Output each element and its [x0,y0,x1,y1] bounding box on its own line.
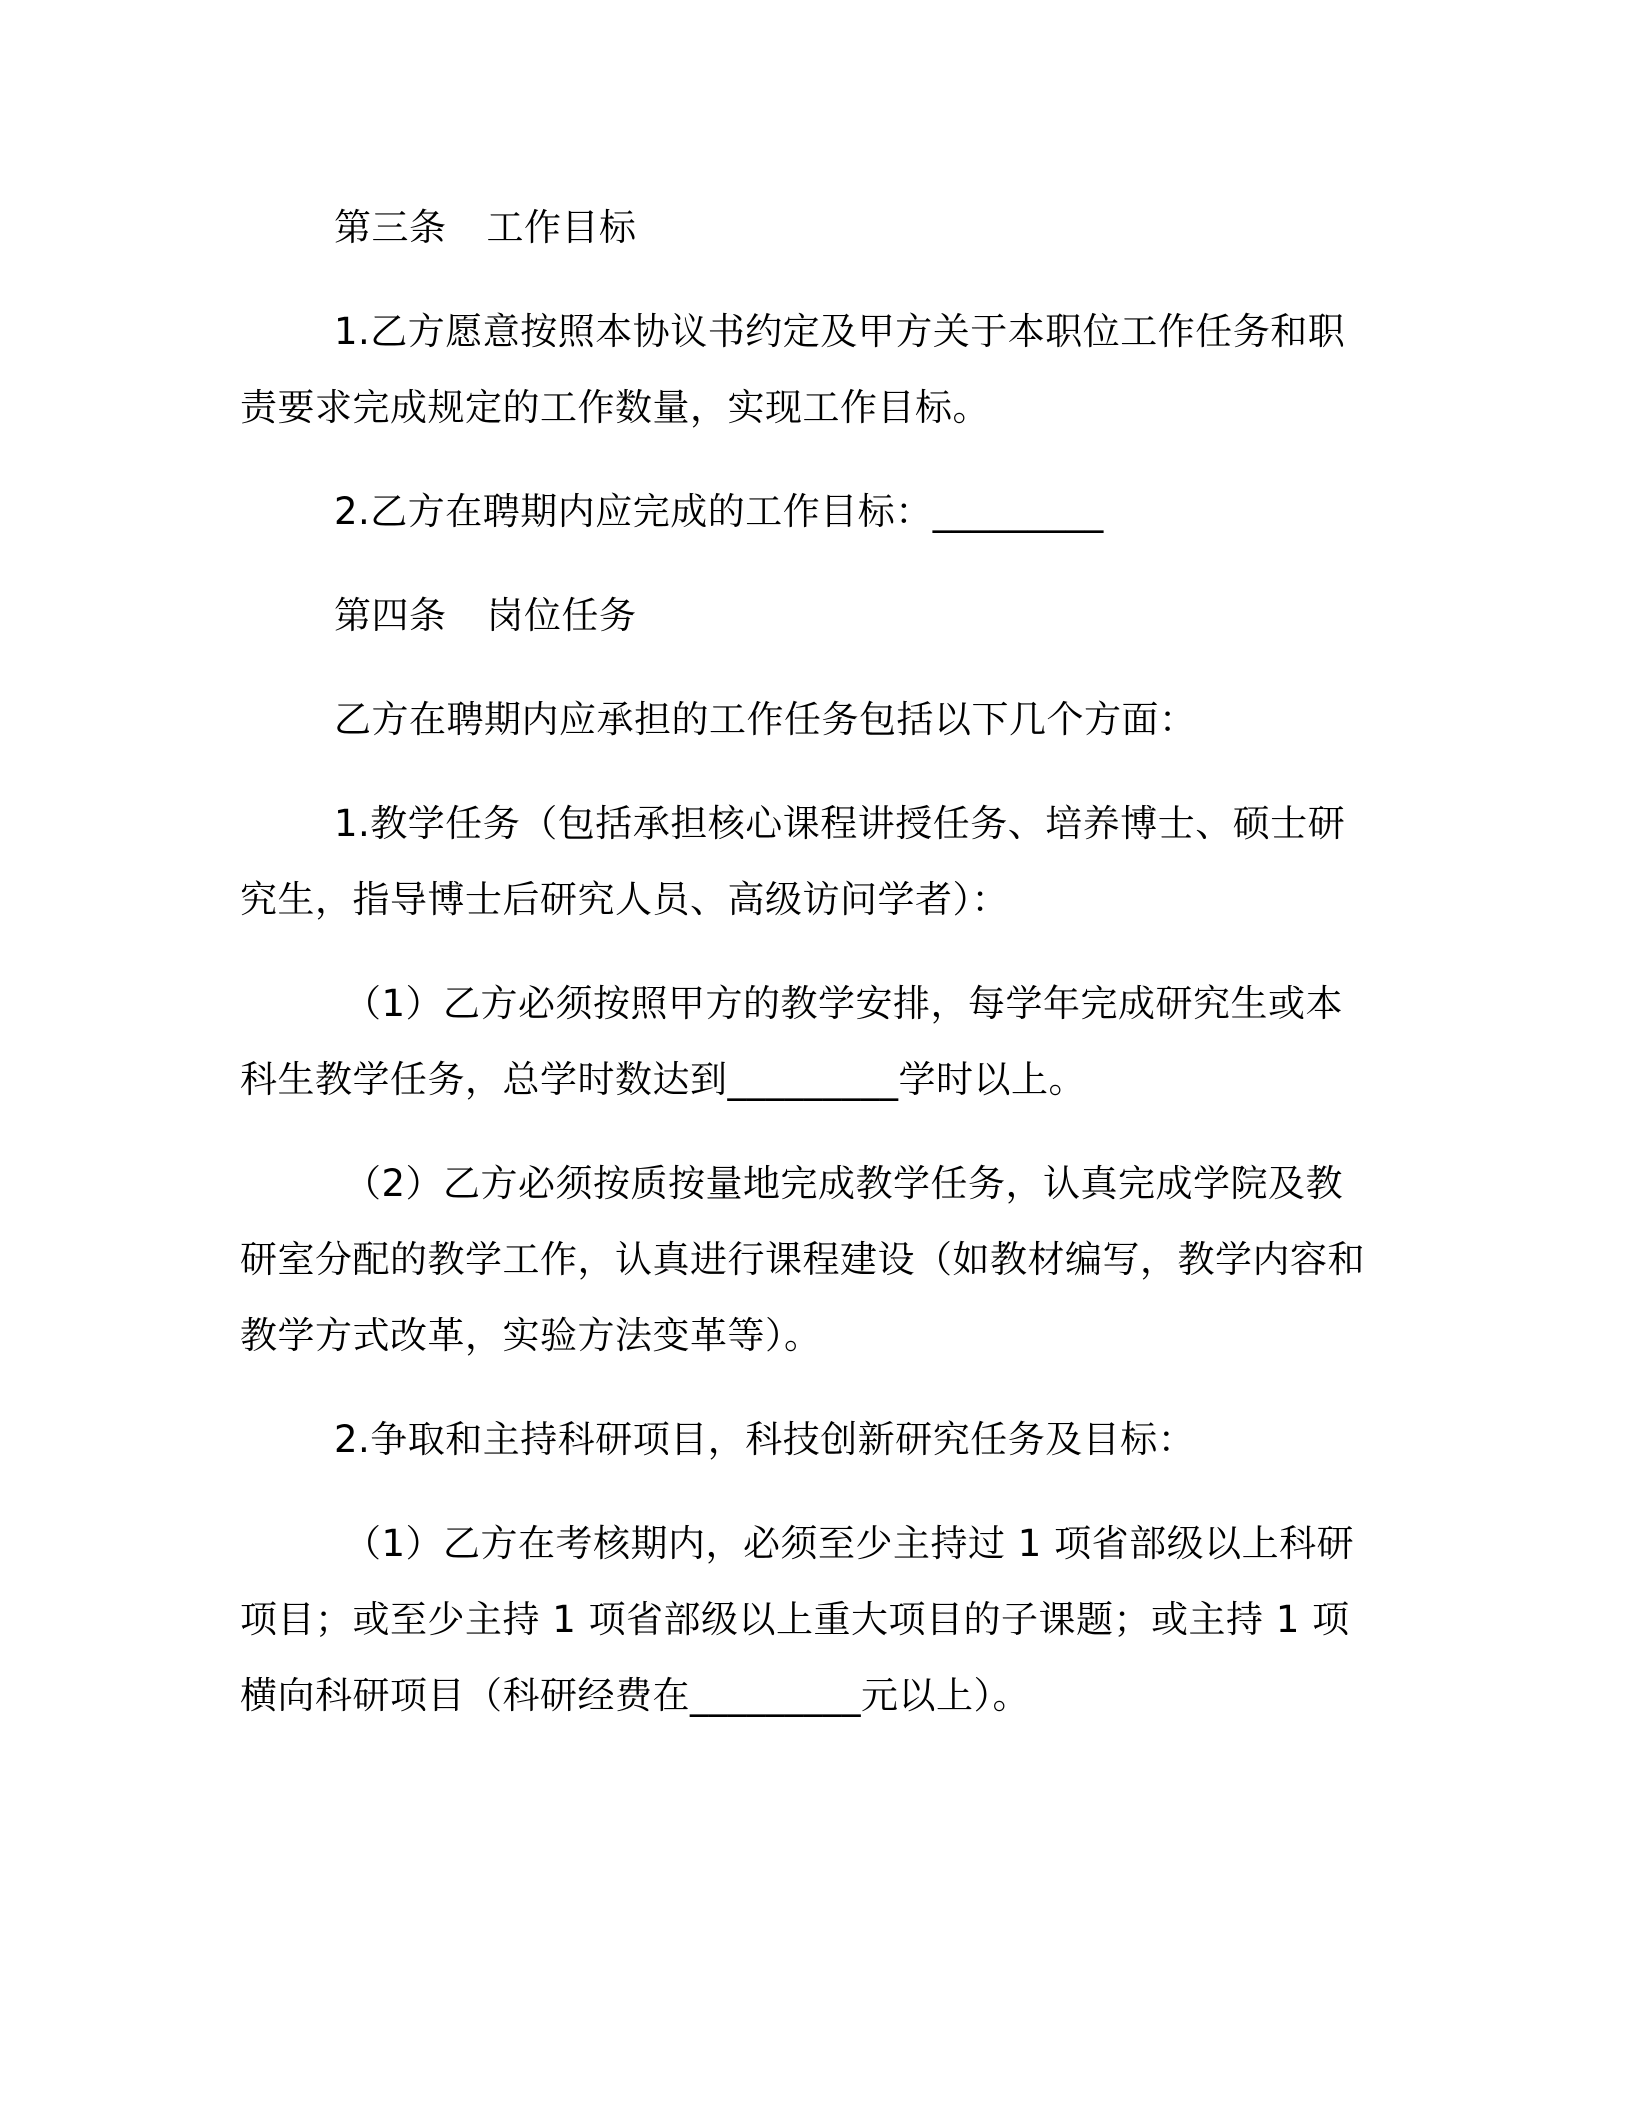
paragraph-3: 乙方在聘期内应承担的工作任务包括以下几个方面： [334,698,1197,741]
article-4-number: 第四条 [334,594,447,637]
paragraph-6: （2）乙方必须按质按量地完成教学任务，认真完成学院及教研室分配的教学工作，认真进行课程建设（如教材编写，教学内容和教学方式改革，实验方法变革等）。 [240,1162,1365,1357]
paragraph-4: 1.教学任务（包括承担核心课程讲授任务、培养博士、硕士研究生，指导博士后研究人员、高级访问学者）： [240,802,1346,921]
article-3-title: 工作目标 [486,206,637,249]
article-4-title: 岗位任务 [486,594,637,637]
article-3-number: 第三条 [334,206,447,249]
paragraph-1: 1.乙方愿意按照本协议书约定及甲方关于本职位工作任务和职责要求完成规定的工作数量，实现工作目标。 [240,310,1346,429]
paragraph-2: 2.乙方在聘期内应完成的工作目标：_________ [334,490,1104,533]
paragraph-8: （1）乙方在考核期内，必须至少主持过 1 项省部级以上科研项目；或至少主持 1 项省部级以上重大项目的子课题；或主持 1 项横向科研项目（科研经费在_________元以上）。 [240,1522,1355,1717]
paragraph-7: 2.争取和主持科研项目，科技创新研究任务及目标： [334,1418,1196,1461]
article-4-heading [240,578,1380,654]
paragraph-5: （1）乙方必须按照甲方的教学安排，每学年完成研究生或本科生教学任务，总学时数达到_________学时以上。 [240,982,1344,1101]
article-3-heading [240,190,1380,266]
document-body [240,190,1380,1734]
